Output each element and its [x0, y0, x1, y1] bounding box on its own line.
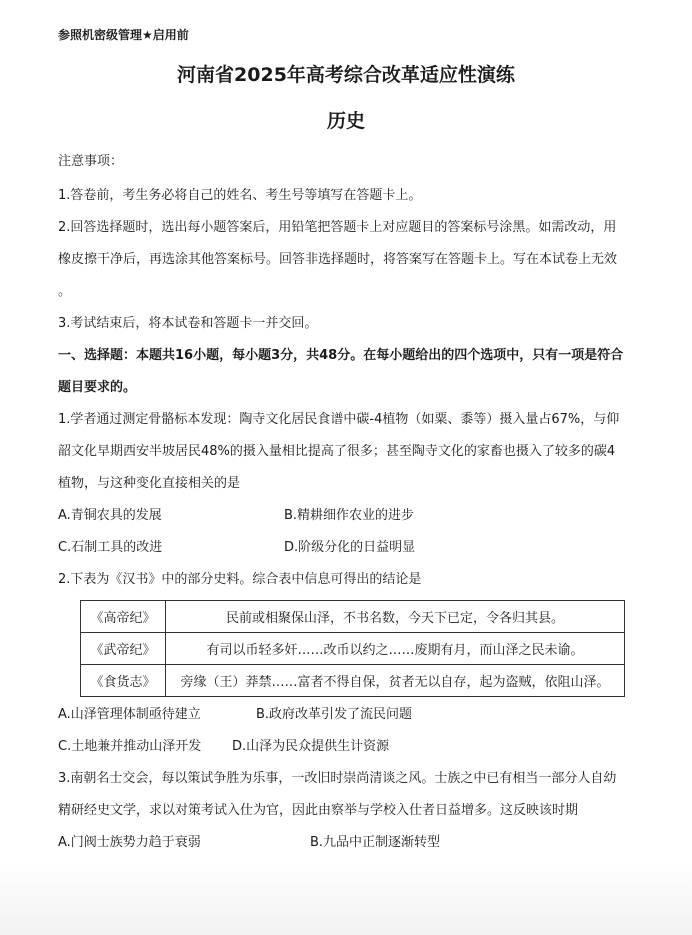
source-text: 旁缘（王）莽禁……富者不得自保，贫者无以自存，起为盗贼，依阻山泽。	[166, 665, 625, 697]
q2-options-row-1	[58, 699, 634, 731]
q3-stem-line-1: 3.南朝名士交会，每以策试争胜为乐事，一改旧时崇尚清谈之风。士族之中已有相当一部分人自幼	[58, 771, 617, 786]
q1-option-a: A.青铜农具的发展	[58, 508, 162, 523]
q1-stem-line-2: 韶文化早期西安半坡居民48%的摄入量相比提高了很多；甚至陶寺文化的家畜也摄入了较多的碳4	[58, 444, 616, 459]
q1-option-c: C.石制工具的改进	[58, 540, 163, 555]
q2-options-row-2	[58, 731, 634, 763]
source-name: 《食货志》	[81, 665, 166, 697]
notice-item-2-line-1: 2.回答选择题时，选出每小题答案后，用铅笔把答题卡上对应题目的答案标号涂黑。如需改动，用	[58, 220, 617, 235]
q2-option-d: D.山泽为民众提供生计资源	[232, 739, 390, 754]
q2-option-b: B.政府改革引发了流民问题	[256, 707, 413, 722]
q3-option-b: B.九品中正制逐渐转型	[310, 835, 441, 850]
source-name: 《武帝纪》	[81, 633, 166, 665]
question-1	[58, 404, 634, 564]
exam-title: 河南省2025年高考综合改革适应性演练	[177, 64, 515, 86]
source-text: 有司以币轻多奸……改币以约之……废期有月，而山泽之民未谕。	[166, 633, 625, 665]
q1-stem-line-3: 植物，与这种变化直接相关的是	[58, 476, 241, 491]
q1-option-d: D.阶级分化的日益明显	[284, 540, 416, 555]
source-name: 《高帝纪》	[81, 601, 166, 633]
q2-option-a: A.山泽管理体制亟待建立	[58, 707, 201, 722]
q1-stem-line-1: 1.学者通过测定骨骼标本发现：陶寺文化居民食谱中碳-4植物（如粟、黍等）摄入量占67%，与仰	[58, 412, 620, 427]
notice-item-2-line-2: 橡皮擦干净后，再选涂其他答案标号。回答非选择题时，将答案写在答题卡上。写在本试卷上无效	[58, 252, 618, 267]
q2-stem: 2.下表为《汉书》中的部分史料。综合表中信息可得出的结论是	[58, 572, 422, 587]
question-3	[58, 763, 634, 859]
question-2	[58, 564, 634, 763]
q2-source-table	[80, 600, 625, 697]
section-1-heading-line-2: 题目要求的。	[58, 380, 137, 395]
source-text: 民前或相聚保山泽，不书名数，今天下已定，令各归其县。	[166, 601, 625, 633]
q3-stem-line-2: 精研经史文学，求以对策考试入仕为官，因此由察举与学校入仕者日益增多。这反映该时期	[58, 803, 579, 818]
notice-heading: 注意事项：	[58, 154, 124, 169]
table-row	[81, 633, 625, 665]
q1-options-row-2	[58, 532, 634, 564]
subject-title: 历史	[326, 110, 365, 132]
q2-option-c: C.土地兼并推动山泽开发	[58, 739, 202, 754]
table-row	[81, 601, 625, 633]
q3-option-a: A.门阀士族势力趋于衰弱	[58, 835, 201, 850]
table-row	[81, 665, 625, 697]
notice-item-2-line-3: 。	[58, 284, 72, 299]
notice-item-3: 3.考试结束后，将本试卷和答题卡一并交回。	[58, 316, 318, 331]
q3-options-row-1	[58, 827, 634, 859]
notice-item-1: 1.答卷前，考生务必将自己的姓名、考生号等填写在答题卡上。	[58, 188, 422, 203]
q1-option-b: B.精耕细作农业的进步	[284, 508, 415, 523]
section-1-heading-line-1: 一、选择题：本题共16小题，每小题3分，共48分。在每小题给出的四个选项中，只有一项是符合	[58, 348, 624, 363]
notice-list	[58, 180, 634, 340]
secret-level-label: 参照机密级管理★启用前	[58, 28, 189, 42]
q1-options-row-1	[58, 500, 634, 532]
